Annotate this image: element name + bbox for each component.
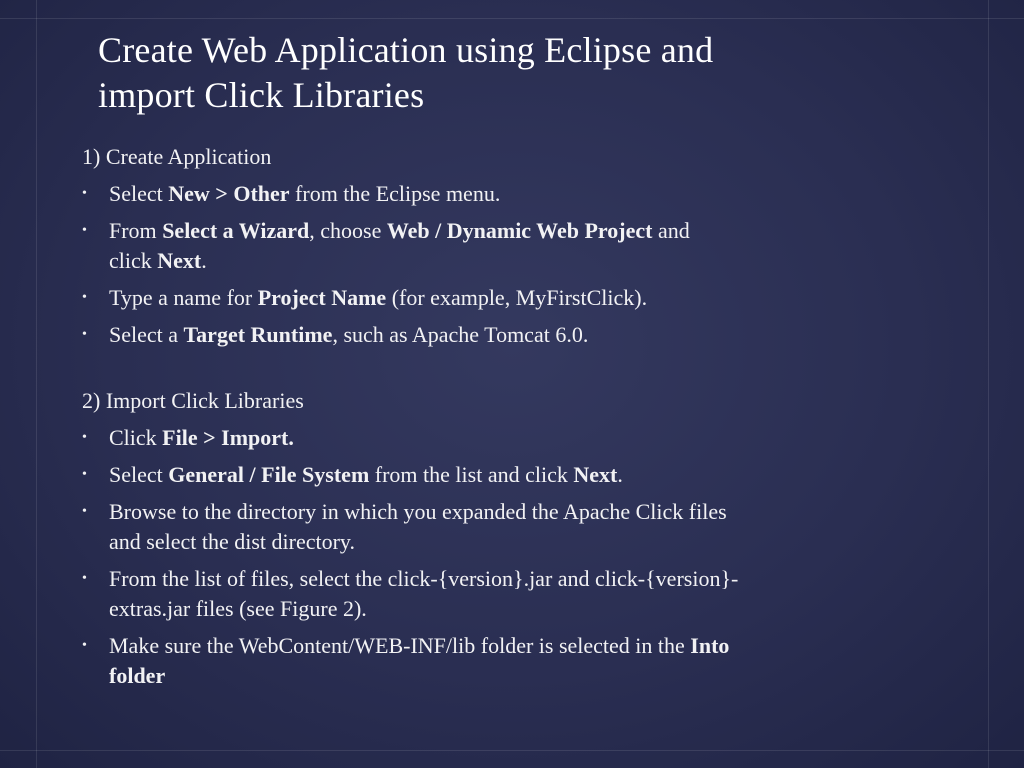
bullet-dot: • [82,290,87,305]
bullet-item [82,631,942,691]
bullet-dot: • [82,223,87,238]
bullet-dot: • [82,504,87,519]
bullet-item [82,179,942,209]
section-heading-import-click-libraries: 2) Import Click Libraries [82,388,304,413]
bullet-item [82,460,942,490]
bullet-dot: • [82,638,87,653]
bullet-text: Select a Target Runtime, such as Apache Tomcat 6.0. [109,322,589,347]
bullet-text: Browse to the directory in which you expanded the Apache Click files and select the dist directory. [109,499,727,554]
bullet-dot: • [82,430,87,445]
frame-line-left [36,0,37,768]
frame-line-right [988,0,989,768]
bullet-dot: • [82,571,87,586]
bullet-dot: • [82,467,87,482]
section-heading-create-application: 1) Create Application [82,144,272,169]
bullet-text: Click File > Import. [109,425,294,450]
bullet-item [82,423,942,453]
frame-line-top [0,18,1024,19]
slide-title-line-1: Create Web Application using Eclipse and [98,30,714,70]
slide-content [82,142,942,698]
slide-title-line-2: import Click Libraries [98,75,425,115]
bullet-text: From Select a Wizard, choose Web / Dynamic Web Project and click Next. [109,218,690,273]
bullet-item [82,497,942,557]
section-gap [82,357,942,386]
bullet-text: Select New > Other from the Eclipse menu. [109,181,501,206]
frame-line-bottom [0,750,1024,751]
bullet-text: Type a name for Project Name (for example, MyFirstClick). [109,285,648,310]
bullet-text: From the list of files, select the click-{version}.jar and click-{version}- extras.jar files (see Figure 2). [109,566,739,621]
bullet-item [82,216,942,276]
slide-title [98,28,958,118]
bullet-item [82,283,942,313]
bullet-item [82,320,942,350]
bullet-item [82,564,942,624]
bullet-text: Make sure the WebContent/WEB-INF/lib folder is selected in the Into folder [109,633,730,688]
bullet-text: Select General / File System from the list and click Next. [109,462,623,487]
bullet-dot: • [82,327,87,342]
bullet-dot: • [82,186,87,201]
